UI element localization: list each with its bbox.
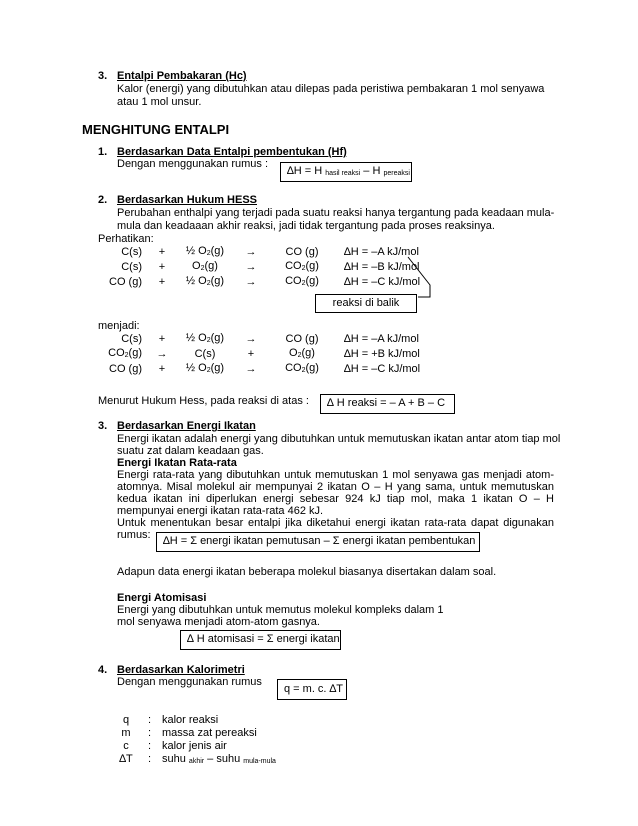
reaction-row: [100, 260, 436, 275]
formula-box-hf: [280, 162, 412, 182]
enthalpy-value: ∆H = –A kJ/mol: [344, 246, 419, 258]
product: CO (g): [285, 246, 319, 258]
subsection-title: Energi Ikatan Rata-rata: [117, 457, 237, 469]
formula-text: – H: [363, 165, 381, 177]
reactant: ½ O2(g): [185, 362, 225, 374]
paragraph-line: Adapun data energi ikatan beberapa molekul biasanya disertakan dalam soal.: [117, 566, 497, 578]
paragraph-line: Energi yang dibutuhkan untuk memutus molekul kompleks dalam 1: [117, 604, 444, 616]
arrow-icon: →: [245, 246, 257, 258]
arrow-icon: →: [245, 276, 257, 288]
paragraph-line: atomnya. Misal molekul air mempunyai 2 ikatan O – H yang sama, untuk memutuskan: [117, 481, 554, 493]
reactant: ½ O2(g): [185, 275, 225, 287]
legend-text: massa zat pereaksi: [162, 727, 257, 739]
method-title-hukum-hess: Berdasarkan Hukum HESS: [117, 194, 257, 206]
plus-sign: +: [158, 276, 166, 288]
reactant: CO2(g): [108, 347, 142, 359]
product: CO2(g): [285, 260, 319, 272]
legend-colon: :: [148, 740, 152, 752]
formula-box-atomisasi: ∆ H atomisasi = Σ energi ikatan: [180, 630, 341, 650]
paragraph-line: suatu zat dalam keadaan gas.: [117, 445, 264, 457]
legend-text: kalor reaksi: [162, 714, 219, 726]
legend-symbol: c: [123, 740, 129, 752]
paragraph-line: kedua ikatan ini diperlukan energi sebesar 924 kJ tiap mol, maka 1 ikatan O – H: [117, 493, 554, 505]
method-number: 2.: [98, 194, 108, 206]
formula-box-kalorimetri: q = m. c. ∆T: [277, 679, 347, 700]
paragraph-line: Energi ikatan adalah energi yang dibutuhkan untuk memutuskan ikatan antar atom tiap mol: [117, 433, 561, 445]
reaction-table-reversed: [100, 332, 436, 377]
section-number: 3.: [98, 70, 108, 82]
enthalpy-value: ∆H = –C kJ/mol: [344, 363, 421, 375]
method-number: 1.: [98, 146, 108, 158]
enthalpy-value: ∆H = –C kJ/mol: [344, 276, 421, 288]
formula-subscript: pereaksi: [383, 170, 410, 177]
legend-colon: :: [148, 753, 152, 765]
reactant: ½ O2(g): [185, 245, 225, 257]
reaction-table-original: [100, 245, 436, 290]
formula-text: ∆H = H: [287, 165, 323, 177]
reactant: ½ O2(g): [185, 332, 225, 344]
reaction-row: [100, 332, 436, 347]
legend-text: kalor jenis air: [162, 740, 227, 752]
reaction-row: [100, 245, 436, 260]
method-title-energi-ikatan: Berdasarkan Energi Ikatan: [117, 420, 256, 432]
product: CO (g): [285, 333, 319, 345]
arrow-icon: →: [245, 363, 257, 375]
product: C(s): [194, 348, 216, 360]
reactant: C(s): [121, 261, 142, 273]
paragraph-line: mempunyai energi ikatan rata-rata 462 kJ.: [117, 505, 324, 517]
reactant: O2(g): [192, 260, 218, 272]
plus-sign: +: [158, 246, 166, 258]
legend-symbol: ∆T: [119, 753, 133, 765]
reactant: C(s): [121, 333, 142, 345]
paragraph-line: mol senyawa menjadi atom-atom gasnya.: [117, 616, 320, 628]
reaksi-di-balik-label: reaksi di balik: [315, 294, 417, 313]
main-heading: MENGHITUNG ENTALPI: [82, 122, 230, 137]
method-title-entalpi-pembentukan: Berdasarkan Data Entalpi pembentukan (Hf): [117, 146, 347, 158]
reactant: CO (g): [109, 276, 142, 288]
product: CO2(g): [285, 362, 319, 374]
formula-box-hess: ∆ H reaksi = – A + B – C: [320, 394, 455, 414]
label-menjadi: menjadi:: [98, 320, 140, 332]
paragraph-line: Kalor (energi) yang dibutuhkan atau dilepas pada peristiwa pembakaran 1 mol senyawa: [117, 83, 545, 95]
method-description: Dengan menggunakan rumus :: [117, 158, 269, 170]
legend-colon: :: [148, 714, 152, 726]
paragraph-line: Untuk menentukan besar entalpi jika diketahui energi ikatan rata-rata dapat digunakan: [117, 517, 554, 529]
method-number: 4.: [98, 664, 108, 676]
formula-subscript: hasil reaksi: [325, 170, 361, 177]
subsection-title: Energi Atomisasi: [117, 592, 207, 604]
product: O2(g): [289, 347, 315, 359]
enthalpy-value: ∆H = +B kJ/mol: [344, 348, 420, 360]
method-number: 3.: [98, 420, 108, 432]
legend-symbol: q: [122, 714, 130, 726]
plus-sign: +: [247, 348, 255, 360]
plus-sign: +: [158, 333, 166, 345]
product: CO2(g): [285, 275, 319, 287]
legend-symbol: m: [121, 727, 131, 739]
method-title-kalorimetri: Berdasarkan Kalorimetri: [117, 664, 245, 676]
paragraph-line: Energi rata-rata yang dibutuhkan untuk memutuskan 1 mol senyawa gas menjadi atom-: [117, 469, 554, 481]
legend-text: suhu akhir – suhu mula-mula: [162, 753, 276, 765]
method-description: Dengan menggunakan rumus: [117, 676, 262, 688]
arrow-icon: →: [245, 261, 257, 273]
paragraph-line: atau 1 mol unsur.: [117, 96, 202, 108]
plus-sign: +: [158, 363, 166, 375]
hess-statement: Menurut Hukum Hess, pada reaksi di atas :: [98, 395, 309, 407]
label-perhatikan: Perhatikan:: [98, 233, 154, 245]
formula-box-energi-ikatan: ∆H = Σ energi ikatan pemutusan – Σ energi ikatan pembentukan: [156, 532, 480, 552]
reactant: CO (g): [109, 363, 142, 375]
paragraph-line: Perubahan enthalpi yang terjadi pada suatu reaksi hanya tergantung pada keadaan mula-: [117, 207, 555, 219]
section-title-entalpi-pembakaran: Entalpi Pembakaran (Hc): [117, 70, 247, 82]
enthalpy-value: ∆H = –A kJ/mol: [344, 333, 419, 345]
arrow-icon: →: [245, 333, 257, 345]
reaction-row: [100, 275, 436, 290]
reaction-row: [100, 347, 436, 362]
paragraph-line: rumus:: [117, 529, 151, 541]
plus-sign: +: [158, 261, 166, 273]
legend-colon: :: [148, 727, 152, 739]
arrow-icon: →: [156, 348, 168, 360]
reactant: C(s): [121, 246, 142, 258]
enthalpy-value: ∆H = –B kJ/mol: [344, 261, 420, 273]
paragraph-line: mula dan keadaaan akhir reaksi, jadi tidak tergantung pada proses reaksinya.: [117, 220, 495, 232]
reaction-row: [100, 362, 436, 377]
